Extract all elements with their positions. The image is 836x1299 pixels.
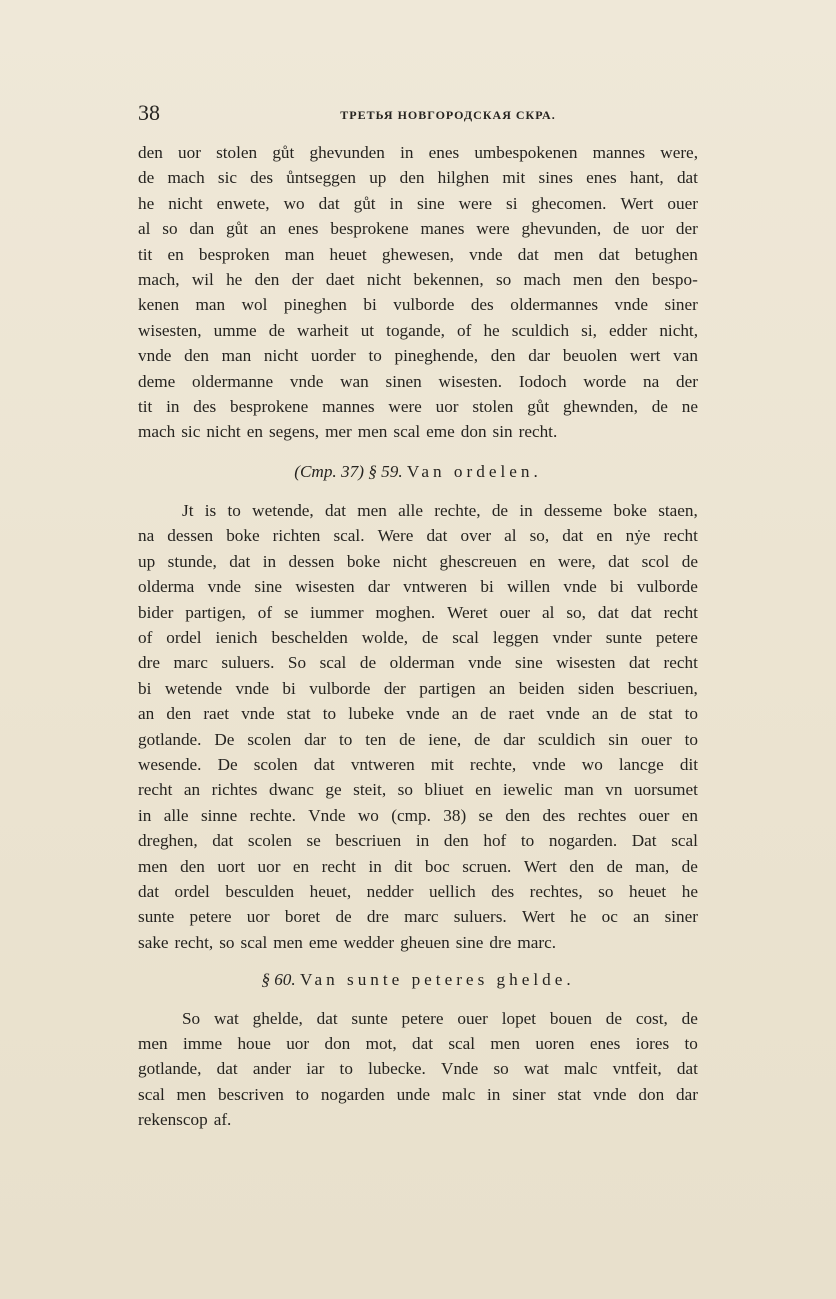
text-line: Jt is to wetende, dat men alle rechte, de in desseme boke staen,: [182, 501, 698, 521]
running-title: ТРЕТЬЯ НОВГОРОДСКАЯ СКРА.: [340, 108, 556, 122]
text-line: gotlande, dat ander iar to lubecke. Vnde so wat malc vntfeit, dat: [138, 1059, 698, 1079]
page-number: 38: [138, 100, 160, 125]
text-line: deme oldermanne vnde wan sinen wisesten. Iodoch worde na der: [138, 371, 698, 391]
section-title: Van sunte peteres ghelde.: [299, 970, 575, 990]
section-heading-60: [138, 967, 698, 992]
text-line: tit en besproken man heuet ghewesen, vnde dat men dat betughen: [138, 244, 698, 264]
text-line: wesende. De scolen dat vntweren mit rechte, vnde wo lancge dit: [138, 754, 698, 774]
text-line: wisesten, umme de warheit ut togande, of he sculdich si, edder nicht,: [138, 320, 698, 340]
text-line: men imme houe uor don mot, dat scal men uoren enes iores to: [138, 1033, 698, 1053]
section-title: Van ordelen.: [406, 461, 542, 481]
text-line: sake recht, so scal men eme wedder gheuen sine dre marc.: [138, 932, 556, 952]
section-heading-59: [138, 459, 698, 484]
text-line: dre marc suluers. So scal de olderman vnde sine wisesten dat recht: [138, 653, 698, 673]
text-line: dat ordel besculden heuet, nedder uellich des rechtes, so heuet he: [138, 881, 698, 901]
text-line: den uor stolen gůt ghevunden in enes umbespokenen mannes were,: [138, 143, 698, 162]
paragraph-1: [138, 140, 698, 445]
paragraph-3: [138, 1006, 698, 1133]
text-line: So wat ghelde, dat sunte petere ouer lopet bouen de cost, de: [182, 1008, 698, 1028]
paragraph-2: [138, 498, 698, 955]
text-line: al so dan gůt an enes besprokene manes were ghevunden, de uor der: [138, 219, 698, 239]
text-line: sunte petere uor boret de dre marc suluers. Wert he oc an siner: [138, 907, 698, 927]
heading-reference: (Cmp. 37): [294, 461, 364, 481]
text-line: an den raet vnde stat to lubeke vnde an de raet vnde an de stat to: [138, 704, 698, 724]
text-line: recht an richtes dwanc ge steit, so bliuet en iewelic man vn uorsumet: [138, 780, 698, 800]
text-line: tit in des besprokene mannes were uor stolen gůt ghewnden, de ne: [138, 396, 698, 416]
text-line: he nicht enwete, wo dat gůt in sine were si ghecomen. Wert ouer: [138, 193, 698, 213]
text-line: bider partigen, of se iummer moghen. Weret ouer al so, dat dat recht: [138, 602, 698, 622]
body-text: [138, 140, 698, 1132]
text-line: men den uort uor en recht in dit boc scruen. Wert den de man, de: [138, 856, 698, 876]
text-line: mach sic nicht en segens, mer men scal eme don sin recht.: [138, 422, 558, 442]
section-number: § 60.: [261, 970, 296, 990]
text-line: dreghen, dat scolen se bescriuen in den hof to nogarden. Dat scal: [138, 831, 698, 851]
text-line: up stunde, dat in dessen boke nicht ghescreuen en were, dat scol de: [138, 551, 698, 571]
text-line: gotlande. De scolen dar to ten de iene, de dar sculdich sin ouer to: [138, 729, 698, 749]
text-line: vnde den man nicht uorder to pineghende, den dar beuolen wert van: [138, 346, 698, 366]
text-line: scal men bescriven to nogarden unde malc in siner stat vnde don dar: [138, 1084, 698, 1104]
text-line: in alle sinne rechte. Vnde wo (cmp. 38) se den des rechtes ouer en: [138, 805, 698, 825]
text-line: na dessen boke richten scal. Were dat over al so, dat en nẏe recht: [138, 526, 698, 546]
text-line: kenen man wol pineghen bi vulborde des oldermannes vnde siner: [138, 295, 698, 315]
text-line: olderma vnde sine wisesten dar vntweren bi willen vnde bi vulborde: [138, 577, 698, 597]
text-line: de mach sic des ůntseggen up den hilghen mit sines enes hant, dat: [138, 168, 698, 188]
text-line: of ordel ienich beschelden wolde, de scal leggen vnder sunte petere: [138, 628, 698, 648]
text-line: bi wetende vnde bi vulborde der partigen an beiden siden bescriuen,: [138, 678, 698, 698]
text-line: mach, wil he den der daet nicht bekennen, so mach men den bespo-: [138, 269, 698, 289]
text-line: rekenscop af.: [138, 1110, 232, 1130]
page-header: [138, 100, 698, 132]
section-number: § 59.: [368, 461, 403, 481]
